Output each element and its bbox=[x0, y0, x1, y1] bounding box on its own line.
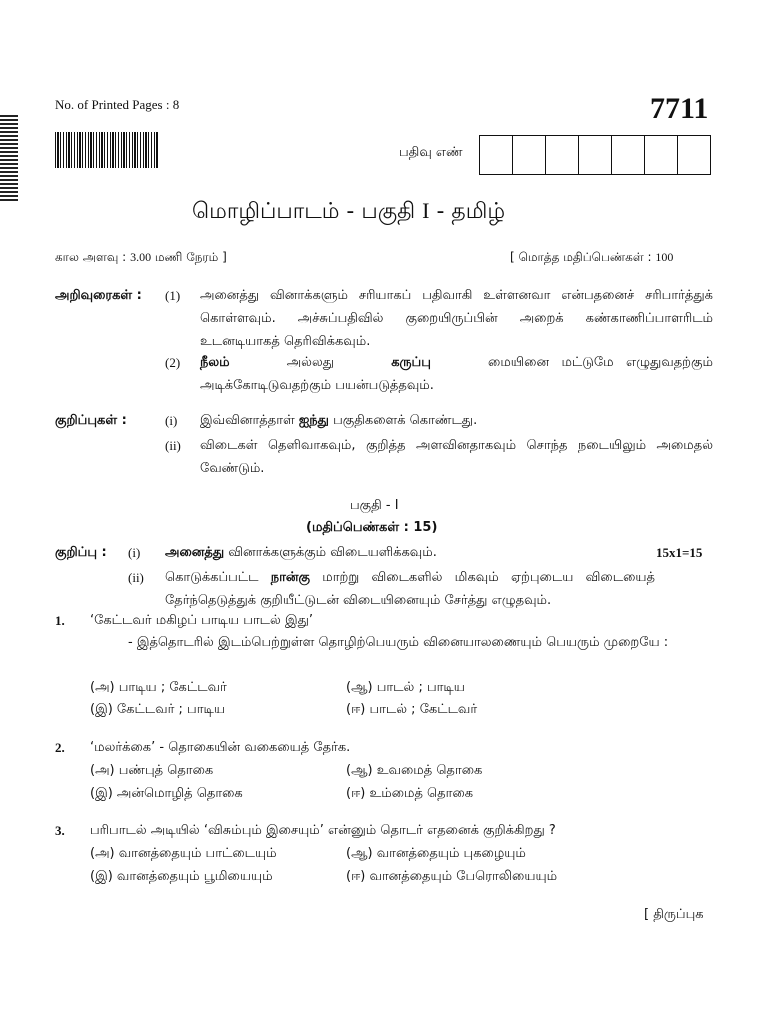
time-label: கால அளவு : bbox=[55, 250, 127, 264]
question-text-2: ‘மலர்க்கை’ - தொகையின் வகையைத் தேர்க. bbox=[90, 740, 351, 755]
instruction-text-1: அனைத்து வினாக்களும் சரியாகப் பதிவாகி உள்ளனவா என்பதனைச் சரிபார்த்துக் கொள்ளவும். அச்சுப்பதிவில் குறையிருப்பின் அறைக் கண்காணிப்பாளரிடம் உடனடியாகத் தெரிவிக்கவும். bbox=[200, 288, 713, 349]
printed-pages: No. of Printed Pages : 8 bbox=[55, 97, 180, 112]
question-text-1: ‘கேட்டவர் மகிழப் பாடிய பாடல் இது’ bbox=[90, 613, 313, 628]
reg-box[interactable] bbox=[678, 136, 710, 174]
q1-option-b[interactable]: (ஆ) பாடல் ; பாடிய bbox=[346, 680, 465, 695]
question-number-1: 1. bbox=[55, 613, 65, 628]
reg-number-label: பதிவு எண் bbox=[399, 145, 463, 160]
note-text-2: விடைகள் தெளிவாகவும், குறித்த அளவினதாகவும் சொந்த நடையிலும் அமைதல் வேண்டும். bbox=[200, 438, 713, 476]
instruction-num-2: (2) bbox=[165, 355, 181, 370]
section-note-bold-1: அனைத்து bbox=[165, 545, 225, 560]
reg-box[interactable] bbox=[513, 136, 546, 174]
please-turn-over: [ திருப்புக bbox=[644, 907, 704, 922]
instruction-text-2: நீலம் அல்லது கருப்பு மையினை மட்டுமே எழுதுவதற்கும் அடிக்கோடிடுவதற்கும் பயன்படுத்தவும். bbox=[200, 351, 713, 397]
edge-registration-marks bbox=[0, 115, 18, 205]
note-num-2: (ii) bbox=[165, 438, 181, 453]
reg-box[interactable] bbox=[645, 136, 678, 174]
section-note-text-2 bbox=[165, 566, 655, 612]
marks-label: [ மொத்த மதிப்பெண்கள் : bbox=[510, 250, 652, 264]
title-roman: I bbox=[422, 198, 430, 223]
barcode-image bbox=[55, 132, 159, 168]
section-marks: (மதிப்பெண்கள் : 15) bbox=[306, 520, 438, 535]
q3-option-c[interactable]: (இ) வானத்தையும் பூமியையும் bbox=[90, 869, 273, 884]
section-note-text-1 bbox=[165, 545, 437, 561]
question-number-3: 3. bbox=[55, 823, 65, 838]
section-note-num-1: (i) bbox=[128, 545, 141, 560]
note-num-1: (i) bbox=[165, 413, 178, 428]
q2-option-c[interactable]: (இ) அன்மொழித் தொகை bbox=[90, 786, 243, 801]
section-note-pre-2: கொடுக்கப்பட்ட bbox=[165, 570, 259, 585]
page-title bbox=[192, 198, 505, 227]
note-text-1 bbox=[200, 413, 477, 429]
instructions-label: அறிவுரைகள் : bbox=[55, 288, 142, 303]
q3-option-a[interactable]: (அ) வானத்தையும் பாட்டையும் bbox=[90, 846, 277, 861]
reg-box[interactable] bbox=[480, 136, 513, 174]
q1-option-a[interactable]: (அ) பாடிய ; கேட்டவர் bbox=[90, 680, 227, 695]
note-bold: ஐந்து bbox=[298, 413, 329, 428]
reg-box[interactable] bbox=[579, 136, 612, 174]
section-note-body-1: வினாக்களுக்கும் விடையளிக்கவும். bbox=[228, 545, 437, 560]
note-pre: இவ்வினாத்தாள் bbox=[200, 413, 295, 428]
time-unit: மணி நேரம் ] bbox=[154, 250, 227, 264]
instruction-num-1: (1) bbox=[165, 288, 181, 303]
question-text-3: பரிபாடல் அடியில் ‘விசும்பும் இசையும்’ என்னும் தொடர் எதனைக் குறிக்கிறது ? bbox=[90, 823, 556, 838]
q3-option-b[interactable]: (ஆ) வானத்தையும் புகழையும் bbox=[346, 846, 526, 861]
q1-option-d[interactable]: (ஈ) பாடல் ; கேட்டவர் bbox=[346, 702, 478, 717]
marks-value: 100 bbox=[655, 250, 674, 264]
time-value: 3.00 bbox=[130, 250, 152, 264]
title-text: மொழிப்பாடம் - பகுதி bbox=[192, 199, 416, 224]
title-lang: - தமிழ் bbox=[436, 199, 506, 224]
q2-option-a[interactable]: (அ) பண்புத் தொகை bbox=[90, 763, 214, 778]
q2-option-d[interactable]: (ஈ) உம்மைத் தொகை bbox=[346, 786, 474, 801]
reg-box[interactable] bbox=[546, 136, 579, 174]
q2-option-b[interactable]: (ஆ) உவமைத் தொகை bbox=[346, 763, 483, 778]
instruction-or: அல்லது bbox=[286, 355, 335, 370]
max-marks bbox=[510, 250, 673, 266]
section-note-bold-2: நான்கு bbox=[270, 570, 310, 585]
time-allowed bbox=[55, 250, 227, 266]
section-title: பகுதி - I bbox=[350, 498, 399, 513]
section-note-label: குறிப்பு : bbox=[55, 545, 107, 560]
section-note-body-2: மாற்று விடைகளில் மிகவும் ஏற்புடைய விடையைத் தேர்ந்தெடுத்துக் குறியீட்டுடன் விடையினையும் சேர்த்து எழுதவும். bbox=[165, 570, 655, 608]
question-sub-1: - இத்தொடரில் இடம்பெற்றுள்ள தொழிற்பெயரும் வினையாலணையும் பெயரும் முறையே : bbox=[128, 635, 669, 650]
paper-code: 7711 bbox=[650, 92, 709, 125]
note-post: பகுதிகளைக் கொண்டது. bbox=[333, 413, 478, 428]
reg-box[interactable] bbox=[612, 136, 645, 174]
notes-label: குறிப்புகள் : bbox=[55, 413, 127, 428]
q1-option-c[interactable]: (இ) கேட்டவர் ; பாடிய bbox=[90, 702, 225, 717]
section-score: 15x1=15 bbox=[656, 545, 703, 560]
instruction-bold-black: கருப்பு bbox=[391, 355, 431, 370]
instruction-bold-blue: நீலம் bbox=[200, 355, 230, 370]
section-note-num-2: (ii) bbox=[128, 570, 144, 585]
reg-number-boxes[interactable] bbox=[479, 135, 711, 175]
q3-option-d[interactable]: (ஈ) வானத்தையும் பேரொலியையும் bbox=[346, 869, 558, 884]
question-number-2: 2. bbox=[55, 740, 65, 755]
